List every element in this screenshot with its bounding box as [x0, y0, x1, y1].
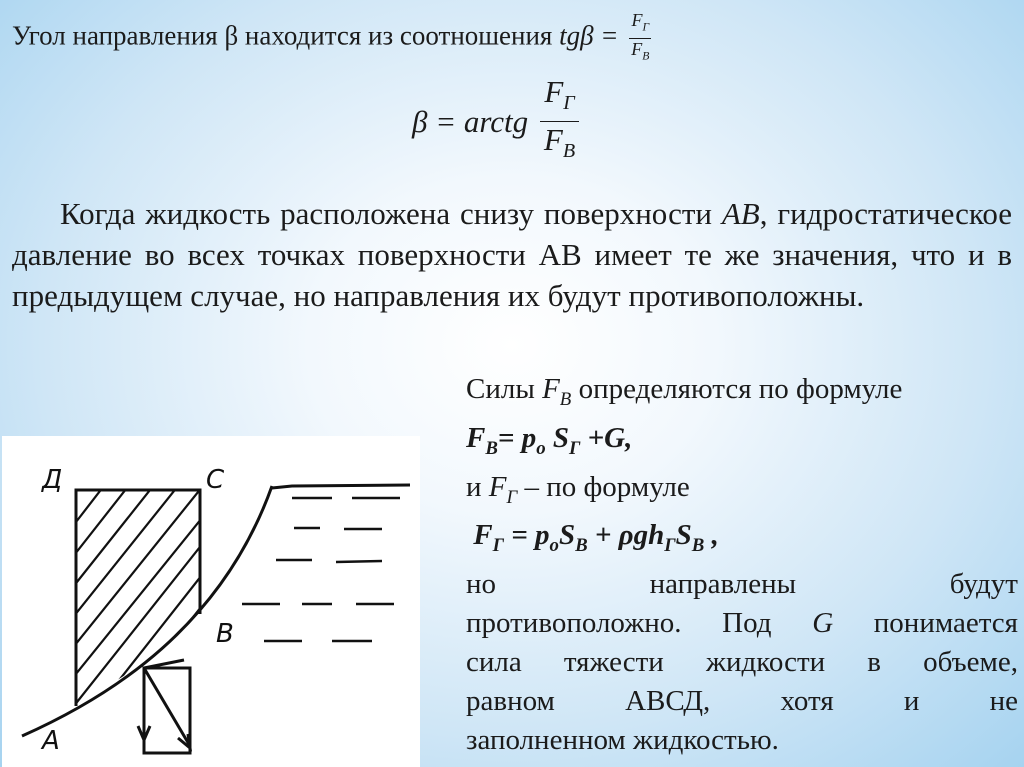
arctg-fraction-denominator: $F_B$ — [543, 122, 576, 163]
heading-fraction-numerator: $F_Г$ — [629, 10, 651, 39]
forces-line-5: но направлены будут — [466, 568, 1018, 601]
label-d: Д — [42, 465, 63, 495]
water-dashes — [242, 498, 400, 641]
forces-line-9: заполненном жидкостью. — [466, 724, 779, 757]
forces-line-1: Силы $F_B$ определяются по формуле — [466, 373, 903, 410]
formula-fb: $F_B= p_o$ $S_Г +G$, — [466, 421, 633, 459]
diagram-svg — [2, 436, 420, 767]
arctg-fraction-numerator: $F_Г$ — [540, 74, 579, 122]
hydrostatic-diagram — [2, 436, 420, 767]
arctg-formula-lhs: β = arctg — [412, 103, 529, 139]
label-b: B — [216, 619, 234, 649]
forces-line-7: сила тяжести жидкости в объеме, — [466, 646, 1018, 679]
main-paragraph — [12, 193, 1012, 316]
formula-fg: $F_Г = p_oS_B + \rho gh_ГS_B$ , — [473, 519, 719, 557]
paragraph-part2: , гидростатическое давление во всех точках поверхности АВ имеет те же значения, что и в предыдущем случае, но направления их будут противоположны. — [12, 196, 1013, 313]
heading-text: Угол направления β находится из соотношения — [12, 20, 553, 51]
heading-fraction — [629, 10, 651, 66]
force-arrows — [138, 660, 190, 748]
forces-text-block — [466, 370, 1018, 760]
arctg-fraction — [540, 74, 579, 169]
heading-fraction-denominator: $F_В$ — [631, 38, 650, 63]
forces-line-6: противоположно. Под G понимается — [466, 607, 1018, 640]
paragraph-part1: Когда жидкость расположена снизу поверхности — [60, 196, 722, 231]
arctg-formula — [412, 74, 579, 169]
heading-lhs: tgβ = — [559, 20, 619, 51]
label-a: A — [42, 726, 60, 756]
heading-line — [12, 10, 1012, 66]
forces-line-3: и $F_Г$ – по формуле — [466, 470, 690, 508]
free-surface — [272, 485, 410, 488]
paragraph-ab: АВ — [721, 196, 760, 231]
forces-line-8: равном АВСД, хотя и не — [466, 685, 1018, 718]
label-c: C — [206, 465, 225, 495]
